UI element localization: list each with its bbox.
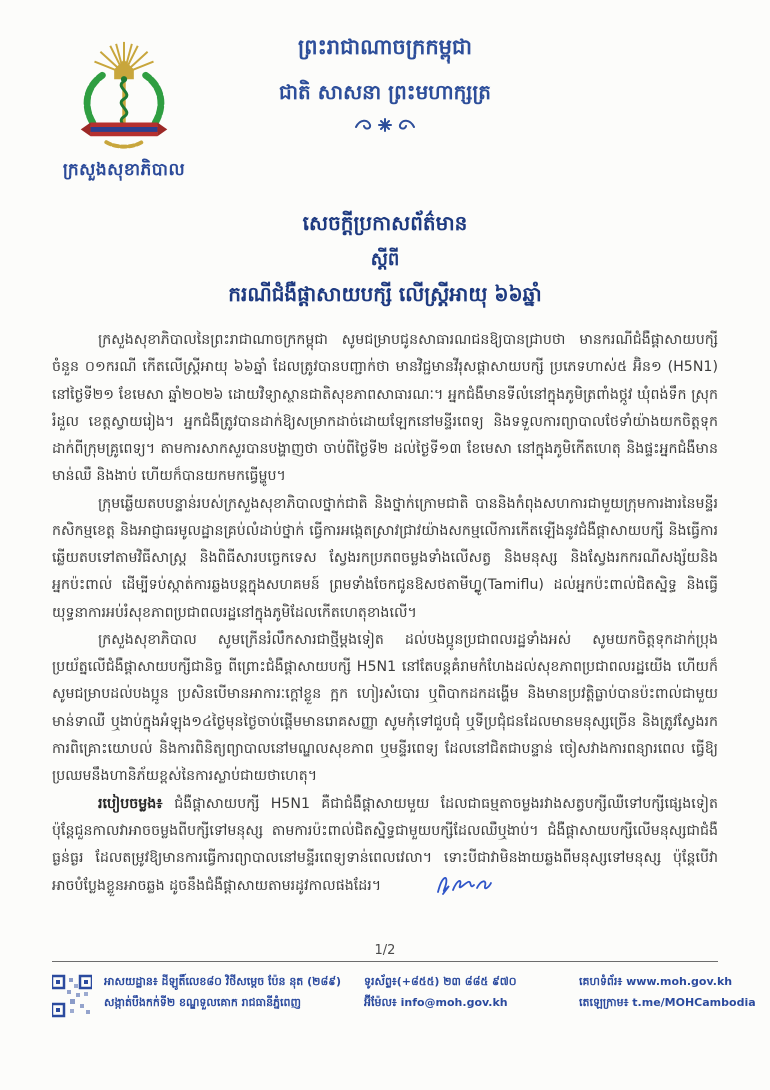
paragraph-3: ក្រសួងសុខាភិបាល សូមក្រើនរំលឹកសារជាថ្មីម្តងទៀត ដល់បងប្អូនប្រជាពលរដ្ឋទាំងអស់ សូមយកចិត្តទុកដាក់ប្រុងប្រយ័ត្នលើជំងឺផ្តាសាយបក្សីជានិច្ច ពីព្រោះជំងឺផ្តាសាយបក្សី H5N1 នៅតែបន្តគំរាមកំហែងដល់សុខភាពប្រជាពលរដ្ឋយើង ហើយក៏សូមជម្រាបដល់បងប្អូន ប្រសិនបើមានអាការៈក្តៅខ្លួន ក្អក ហៀរសំបោរ ឬពិបាកដកដង្ហើម និងមានប្រវត្តិធ្លាប់បានប៉ះពាល់ជាមួយមាន់ទាឈឺ ឬងាប់ក្នុងអំឡុង១៤ថ្ងៃមុនថ្ងៃចាប់ផ្តើមមានរោគសញ្ញា សូមកុំទៅជួបជុំ ឬទីប្រជុំជនដែលមានមនុស្សច្រើន និងត្រូវស្វែងរកការពិគ្រោះយោបល់ និងការពិនិត្យព្យាបាលនៅមណ្ឌលសុខភាព ឬមន្ទីរពេទ្យ ដែលនៅជិតជាបន្ទាន់ ចៀសវាងការពន្យារពេល ធ្វើឱ្យប្រឈមនឹងហានិភ័យខ្ពស់នៃការស្លាប់ជាយថាហេតុ។ [52, 631, 718, 785]
kingdom-motto-line1: ព្រះរាជាណាចក្រកម្ពុជា [297, 35, 472, 59]
footer-contact-column [364, 971, 579, 1014]
signature-ink [389, 872, 493, 908]
document-body [52, 327, 718, 909]
kingdom-motto-line2: ជាតិ សាសនា ព្រះមហាក្សត្រ [279, 80, 491, 104]
footer-website: គេហទំព័រ៖ www.moh.gov.kh [579, 974, 733, 988]
document-footer [52, 971, 756, 1021]
footer-divider [52, 961, 718, 962]
ministry-name: ក្រសួងសុខាភិបាល [62, 160, 186, 180]
page-number: 1/2 [374, 942, 396, 958]
title-subject: ករណីជំងឺផ្តាសាយបក្សី លើស្ត្រីអាយុ ៦៦ឆ្នាំ [228, 282, 542, 306]
footer-email: អ៊ីម៉ែល៖ info@moh.gov.kh [364, 996, 508, 1010]
paragraph-4-text: ជំងឺផ្តាសាយបក្សី H5N1 គឺជាជំងឺផ្តាសាយមួយ ដែលជាធម្មតាចម្លងរវាងសត្វបក្សីឈឺទៅបក្សីផ្សេងទៀត ប៉ុន្តែជួនកាលវាអាចចម្លងពីបក្សីទៅមនុស្ស តាមការប៉ះពាល់ជិតស្និទ្ធជាមួយបក្សីដែលឈឺឬងាប់។ ជំងឺផ្តាសាយបក្សីលើមនុស្សជាជំងឺធ្ងន់ធ្ងរ ដែលតម្រូវឱ្យមានការធ្វើការព្យាបាលនៅមន្ទីរពេទ្យទាន់ពេលវេលា។ ទោះបីជាវាមិនងាយឆ្លងពីមនុស្សទៅមនុស្ស ប៉ុន្តែបើវាអាចបំប្លែងខ្លួនអាចឆ្លង ដូចនឹងជំងឺផ្តាសាយតាមរដូវកាលផងដែរ។ [52, 795, 719, 895]
document-header [52, 28, 718, 196]
paragraph-2: ក្រុមឆ្លើយតបបន្ទាន់របស់ក្រសួងសុខាភិបាលថ្នាក់ជាតិ និងថ្នាក់ក្រោមជាតិ បាននិងកំពុងសហការជាមួយក្រុមការងារនៃមន្ទីរកសិកម្មខេត្ត និងអាជ្ញាធរមូលដ្ឋានគ្រប់លំដាប់ថ្នាក់ ធ្វើការអង្កេតស្រាវជ្រាវយ៉ាងសកម្មលើការកើតឡើងនូវជំងឺផ្តាសាយបក្សី និងធ្វើការឆ្លើយតបទៅតាមវិធីសាស្ត្រ និងពិធីសារបច្ចេកទេស ស្វែងរកប្រភពចម្លងទាំងលើសត្វ និងមនុស្ស និងស្វែងរកករណីសង្ស័យនិងអ្នកប៉ះពាល់ ដើម្បីទប់ស្កាត់ការឆ្លងបន្តក្នុងសហគមន៍ ព្រមទាំងចែកជូនឱសថតាមីហ្វ្លូ(Tamiflu) ដល់អ្នកប៉ះពាល់ជិតស្និទ្ធ និងធ្វើយុទ្ធនាការអប់រំសុខភាពប្រជាពលរដ្ឋនៅក្នុងភូមិដែលកើតហេតុខាងលើ។ [52, 495, 718, 621]
document-title-block [52, 210, 718, 311]
title-regarding: ស្តីពី [370, 249, 400, 270]
footer-telegram: តេឡេក្រាម៖ t.me/MOHCambodia [579, 996, 756, 1010]
title-press-release: សេចក្តីប្រកាសព័ត៌មាន [302, 211, 468, 235]
paragraph-4 [52, 791, 718, 909]
paragraph-1: ក្រសួងសុខាភិបាលនៃព្រះរាជាណាចក្រកម្ពុជា សូមជម្រាបជូនសាធារណជនឱ្យបានជ្រាបថា មានករណីជំងឺផ្តាសាយបក្សី ចំនួន ០១ករណី កើតលើស្ត្រីអាយុ ៦៦ឆ្នាំ ដែលត្រូវបានបញ្ជាក់ថា មានវិជ្ជមានវីរុសផ្តាសាយបក្សី ប្រភេទហាស់៥ អ៊ិន១ (H5N1) នៅថ្ងៃទី២១ ខែមេសា ឆ្នាំ២០២៦ ដោយវិទ្យាស្ថានជាតិសុខភាពសាធារណៈ។ អ្នកជំងឺមានទីលំនៅក្នុងភូមិត្រពាំងថ្កូវ ឃុំពង់ទឹក ស្រុករំដួល ខេត្តស្វាយរៀង។ អ្នកជំងឺត្រូវបានដាក់ឱ្យសម្រាកដាច់ដោយឡែកនៅមន្ទីរពេទ្យ និងទទួលការព្យាបាលថែទាំយ៉ាងយកចិត្តទុកដាក់ពីក្រុមគ្រូពេទ្យ។ តាមការសាកសួរបានបង្ហាញថា ចាប់ពីថ្ងៃទី២ ដល់ថ្ងៃទី១៣ ខែមេសា នៅក្នុងភូមិកើតហេតុ និងផ្ទះអ្នកជំងឺមានមាន់ឈឺ និងងាប់ ហើយក៏បានយកមកធ្វើម្ហូប។ [52, 332, 718, 485]
footer-phone: ទូរស័ព្ទ៖(+៨៥៥) ២៣ ៨៨៥ ៩៧០ [364, 974, 517, 988]
footer-address-column [104, 971, 364, 1014]
paragraph-4-lead: របៀបចម្លង៖ [98, 795, 175, 812]
ministry-logo-block [40, 36, 208, 184]
qr-code-icon [52, 971, 104, 1021]
footer-address-line1: អាសយដ្ឋាន៖ ដីឡូតិ៍លេខ៨០ វិថីសម្តេច ប៉ែន នុត (២៨៩) [104, 974, 342, 988]
footer-address-line2: សង្កាត់បឹងកក់ទី២ ខណ្ឌទួលគោក រាជធានីភ្នំពេញ [104, 996, 301, 1010]
ministry-of-health-emblem-icon [65, 139, 183, 158]
footer-web-column [579, 971, 756, 1014]
